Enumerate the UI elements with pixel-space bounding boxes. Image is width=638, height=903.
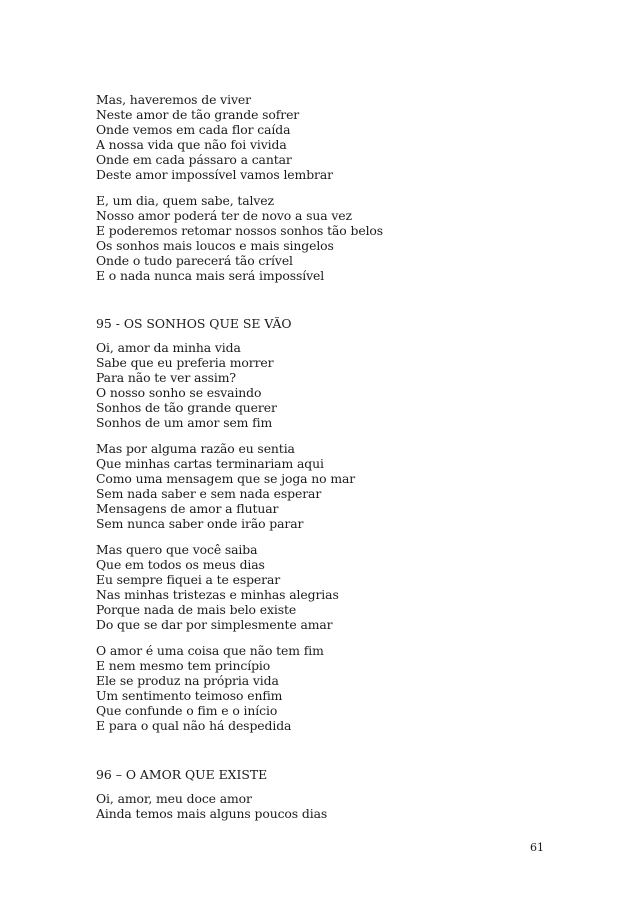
verse-line: O amor é uma coisa que não tem fim: [96, 643, 324, 658]
verse-line: E para o qual não há despedida: [96, 718, 292, 734]
verse-line: O nosso sonho se esvaindo: [96, 385, 262, 401]
verse-line: Mas por alguma razão eu sentia: [96, 441, 295, 456]
verse-line: Onde em cada pássaro a cantar: [96, 152, 292, 168]
verse-line: Eu sempre fiquei a te esperar: [96, 572, 281, 588]
verse-line: Ele se produz na própria vida: [96, 673, 279, 689]
poem-title: 95 - OS SONHOS QUE SE VÃO: [96, 316, 292, 331]
stanza-1: [96, 92, 333, 183]
stanza-4: [96, 441, 355, 532]
verse-line: Sem nada saber e sem nada esperar: [96, 486, 322, 502]
verse-line: Que minhas cartas terminariam aqui: [96, 456, 324, 472]
verse-line: Sonhos de um amor sem fim: [96, 415, 273, 431]
stanza-2: [96, 193, 383, 284]
verse-line: Deste amor impossível vamos lembrar: [96, 167, 333, 183]
verse-line: Sabe que eu preferia morrer: [96, 355, 274, 371]
verse-line: Que em todos os meus dias: [96, 557, 265, 573]
verse-line: Como uma mensagem que se joga no mar: [96, 471, 356, 487]
verse-line: Sonhos de tão grande querer: [96, 400, 277, 416]
verse-line: Nas minhas tristezas e minhas alegrias: [96, 587, 339, 603]
verse-line: E poderemos retomar nossos sonhos tão belos: [96, 223, 384, 239]
verse-line: Neste amor de tão grande sofrer: [96, 107, 300, 123]
verse-line: Mas quero que você saiba: [96, 542, 258, 557]
verse-line: Os sonhos mais loucos e mais singelos: [96, 238, 334, 254]
verse-line: Do que se dar por simplesmente amar: [96, 617, 333, 633]
verse-line: Sem nunca saber onde irão parar: [96, 516, 304, 532]
verse-line: Mensagens de amor a flutuar: [96, 501, 279, 517]
verse-line: Oi, amor da minha vida: [96, 340, 241, 355]
stanza-6: [96, 643, 324, 734]
verse-line: E, um dia, quem sabe, talvez: [96, 193, 274, 208]
verse-line: Nosso amor poderá ter de novo a sua vez: [96, 208, 352, 224]
verse-line: A nossa vida que não foi vivida: [96, 137, 287, 153]
verse-line: Oi, amor, meu doce amor: [96, 791, 252, 806]
verse-line: Um sentimento teimoso enfim: [96, 688, 283, 704]
verse-line: E nem mesmo tem princípio: [96, 658, 271, 674]
page-number: 61: [530, 841, 544, 854]
verse-line: Mas, haveremos de viver: [96, 92, 251, 107]
stanza-7: [96, 791, 327, 821]
section-heading-96: [96, 764, 267, 783]
verse-line: Onde o tudo parecerá tão crível: [96, 253, 293, 269]
verse-line: Onde vemos em cada flor caída: [96, 122, 291, 138]
verse-line: E o nada nunca mais será impossível: [96, 268, 325, 284]
verse-line: Para não te ver assim?: [96, 370, 236, 386]
poem-title: 96 – O AMOR QUE EXISTE: [96, 767, 268, 782]
verse-line: Porque nada de mais belo existe: [96, 602, 297, 618]
section-heading-95: [96, 313, 292, 332]
stanza-3: [96, 340, 277, 431]
stanza-5: [96, 542, 339, 633]
verse-line: Que confunde o fim e o início: [96, 703, 278, 719]
verse-line: Ainda temos mais alguns poucos dias: [96, 806, 328, 822]
